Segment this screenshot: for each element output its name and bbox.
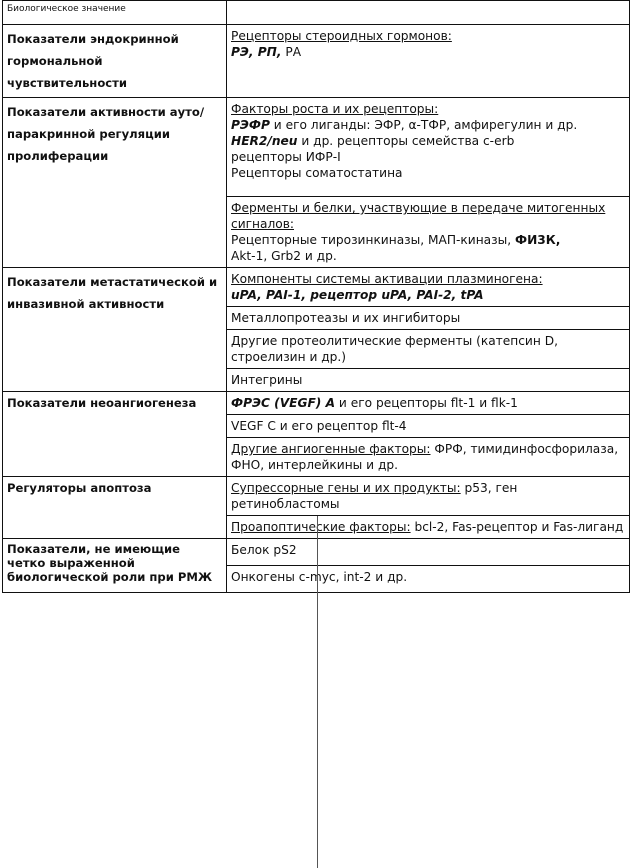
cell-line: Рецепторы соматостатина	[231, 166, 403, 180]
row-content: Белок pS2	[227, 539, 630, 566]
cell-rest: bcl-2, Fas-рецептор и Fas-лиганд	[410, 520, 624, 534]
cell-rest: р53, ген ретинобластомы	[231, 481, 518, 511]
cell-line: Akt-1, Grb2 и др.	[231, 249, 337, 263]
row-content	[227, 25, 630, 98]
table-row	[3, 539, 630, 566]
cell-rest: ФРФ, тимидинфосфорилаза, ФНО, интерлейкины и др.	[231, 442, 619, 472]
row-label: Показатели, не имеющие четко выраженной биологической роли при РМЖ	[3, 539, 227, 593]
cell-bold: HER2/neu	[231, 134, 298, 148]
cell-bold: uPA, PAI-1, рецептор uPA, PAI-2, tPA	[231, 288, 484, 302]
row-content	[227, 268, 630, 307]
table-row	[3, 98, 630, 197]
cell-bold: ФРЭС (VEGF) А	[231, 396, 336, 410]
table-header-row	[3, 1, 630, 25]
row-label: Показатели активности ауто/паракринной регуляции пролиферации	[3, 98, 227, 268]
row-content	[227, 98, 630, 197]
cell-bold: РЭФР	[231, 118, 270, 132]
cell-title: Супрессорные гены и их продукты:	[231, 481, 461, 495]
cell-rest: и его рецепторы flt-1 и flk-1	[335, 396, 518, 410]
row-label: Показатели неоангиогенеза	[3, 392, 227, 477]
row-content	[227, 392, 630, 415]
cell-title: Другие ангиогенные факторы:	[231, 442, 431, 456]
cell-title: Рецепторы стероидных гормонов:	[231, 29, 452, 43]
table-row	[3, 25, 630, 98]
cell-rest: Рецепторные тирозинкиназы, МАП-киназы,	[231, 233, 516, 247]
row-label: Показатели эндокринной гормональной чувствительности	[3, 25, 227, 98]
table-row	[3, 392, 630, 415]
header-cell: Биологическое значение	[3, 1, 227, 25]
table-row	[3, 477, 630, 516]
row-label: Показатели метастатической и инвазивной активности	[3, 268, 227, 392]
cell-title: Проапоптические факторы:	[231, 520, 411, 534]
row-content: Онкогены c-myc, int-2 и др.	[227, 566, 630, 593]
row-content	[227, 438, 630, 477]
cell-rest: и его лиганды: ЭФР, α-ТФР, амфирегулин и др.	[269, 118, 578, 132]
table-row	[3, 268, 630, 307]
row-content: Интегрины	[227, 369, 630, 392]
cell-rest: РА	[281, 45, 302, 59]
row-content	[227, 477, 630, 516]
cell-line: рецепторы ИФР-I	[231, 150, 341, 164]
cell-bold: РЭ, РП,	[231, 45, 282, 59]
row-content: Металлопротеазы и их ингибиторы	[227, 307, 630, 330]
cell-rest: и др. рецепторы семейства с-erb	[297, 134, 515, 148]
row-content	[227, 197, 630, 268]
row-content: VEGF C и его рецептор flt-4	[227, 415, 630, 438]
column-divider	[317, 516, 318, 868]
row-content	[227, 516, 630, 539]
row-content: Другие протеолитические ферменты (катепсин D, строелизин и др.)	[227, 330, 630, 369]
cell-title: Факторы роста и их рецепторы:	[231, 102, 439, 116]
row-label: Регуляторы апоптоза	[3, 477, 227, 539]
biomarkers-table	[2, 0, 630, 593]
header-cell-empty	[227, 1, 630, 25]
cell-title: Компоненты системы активации плазминогена:	[231, 272, 543, 286]
cell-bold: ФИ3К,	[515, 233, 561, 247]
cell-title: Ферменты и белки, участвующие в передаче митогенных сигналов:	[231, 201, 606, 231]
